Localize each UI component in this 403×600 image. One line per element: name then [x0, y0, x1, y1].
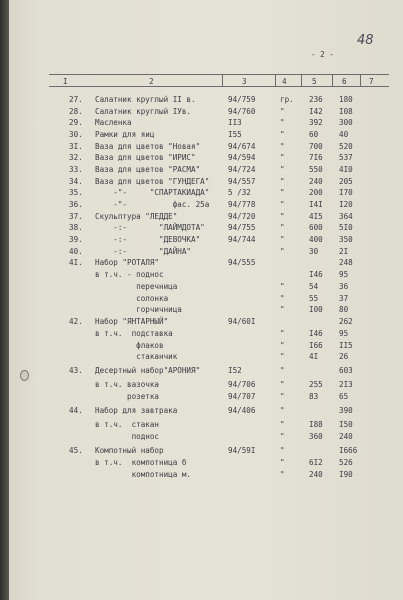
- cell-c6: 95: [339, 329, 349, 338]
- cell-art: 94/744: [228, 235, 256, 244]
- cell-no: 28.: [69, 107, 83, 116]
- cell-c6: 248: [339, 258, 353, 267]
- cell-unit: ": [280, 188, 285, 197]
- cell-name: в т.ч. стакан: [95, 420, 160, 429]
- cell-c6: II5: [339, 341, 353, 350]
- cell-c6: 205: [339, 177, 353, 186]
- cell-c5: 400: [309, 235, 323, 244]
- cell-name: -"- "СПАРТАКИАДА": [95, 188, 210, 197]
- cell-unit: ": [280, 458, 285, 467]
- cell-art: 94/555: [228, 258, 256, 267]
- cell-unit: ": [280, 432, 285, 441]
- cell-name: Рамки для яиц: [95, 130, 155, 139]
- cell-no: 38.: [69, 223, 83, 232]
- cell-name: Масленка: [95, 118, 132, 127]
- cell-name: Ваза для цветов "Новая": [95, 142, 201, 151]
- document-sheet: [9, 0, 403, 600]
- cell-c5: 240: [309, 470, 323, 479]
- cell-no: 37.: [69, 212, 83, 221]
- table-top-rule: [49, 74, 389, 75]
- cell-c5: I4I: [309, 200, 323, 209]
- cell-c6: 36: [339, 282, 349, 291]
- cell-c6: 2I: [339, 247, 349, 256]
- cell-c6: 390: [339, 406, 353, 415]
- cell-art: 94/60I: [228, 317, 256, 326]
- cell-name: -:- "ДЕВОЧКА": [95, 235, 201, 244]
- column-header: 5: [312, 77, 317, 86]
- cell-no: 39.: [69, 235, 83, 244]
- cell-c6: I50: [339, 420, 353, 429]
- cell-unit: ": [280, 420, 285, 429]
- cell-no: 43.: [69, 366, 83, 375]
- cell-name: горчичница: [95, 305, 182, 314]
- cell-c6: 80: [339, 305, 349, 314]
- cell-no: 36.: [69, 200, 83, 209]
- cell-c5: 83: [309, 392, 319, 401]
- cell-unit: ": [280, 406, 285, 415]
- cell-c5: I88: [309, 420, 323, 429]
- cell-no: 32.: [69, 153, 83, 162]
- cell-c5: 550: [309, 165, 323, 174]
- cell-c5: I00: [309, 305, 323, 314]
- cell-name: Салатник круглый II в.: [95, 95, 196, 104]
- cell-c6: I08: [339, 107, 353, 116]
- cell-unit: ": [280, 130, 285, 139]
- cell-no: 34.: [69, 177, 83, 186]
- cell-name: Ваза для цветов "ИРИС": [95, 153, 196, 162]
- cell-unit: ": [280, 212, 285, 221]
- cell-c6: 2I3: [339, 380, 353, 389]
- cell-c5: I42: [309, 107, 323, 116]
- cell-unit: ": [280, 282, 285, 291]
- cell-unit: ": [280, 392, 285, 401]
- cell-art: 94/755: [228, 223, 256, 232]
- cell-name: поднос: [95, 432, 160, 441]
- cell-c5: 60: [309, 130, 319, 139]
- cell-c6: 262: [339, 317, 353, 326]
- cell-c5: 255: [309, 380, 323, 389]
- cell-name: компотница м.: [95, 470, 192, 479]
- cell-unit: ": [280, 341, 285, 350]
- cell-c6: 364: [339, 212, 353, 221]
- cell-no: 27.: [69, 95, 83, 104]
- cell-c5: 55: [309, 294, 319, 303]
- column-header: I: [63, 77, 68, 86]
- folio-number: 48: [357, 33, 374, 48]
- cell-no: 42.: [69, 317, 83, 326]
- cell-unit: ": [280, 305, 285, 314]
- cell-no: 44.: [69, 406, 83, 415]
- cell-name: Ваза для цветов "РАСМА": [95, 165, 201, 174]
- cell-c5: I66: [309, 341, 323, 350]
- cell-unit: ": [280, 153, 285, 162]
- cell-name: -:- "ДАЙНА": [95, 247, 192, 256]
- cell-c5: 700: [309, 142, 323, 151]
- cell-name: стаканчик: [95, 352, 178, 361]
- cell-name: солонка: [95, 294, 169, 303]
- column-header: 7: [369, 77, 374, 86]
- cell-name: розетка: [95, 392, 160, 401]
- cell-unit: ": [280, 446, 285, 455]
- cell-art: II3: [228, 118, 242, 127]
- header-bottom-rule: [49, 86, 389, 87]
- cell-art: 94/706: [228, 380, 256, 389]
- cell-unit: ": [280, 165, 285, 174]
- cell-c6: I20: [339, 200, 353, 209]
- cell-unit: ": [280, 177, 285, 186]
- cell-unit: ": [280, 223, 285, 232]
- cell-art: 94/707: [228, 392, 256, 401]
- cell-no: 4I.: [69, 258, 83, 267]
- cell-unit: ": [280, 107, 285, 116]
- column-divider: [301, 74, 302, 87]
- column-header: 6: [342, 77, 347, 86]
- cell-c6: 526: [339, 458, 353, 467]
- cell-unit: ": [280, 294, 285, 303]
- cell-c6: 26: [339, 352, 349, 361]
- cell-art: 94/724: [228, 165, 256, 174]
- cell-c5: 4I5: [309, 212, 323, 221]
- cell-unit: ": [280, 366, 285, 375]
- binding-edge: [0, 0, 9, 600]
- cell-name: Скульптура "ЛЕДДЕ": [95, 212, 178, 221]
- cell-name: флаков: [95, 341, 164, 350]
- cell-name: Десертный набор"АРОНИЯ": [95, 366, 201, 375]
- cell-c5: 200: [309, 188, 323, 197]
- column-divider: [222, 74, 223, 87]
- cell-c6: 603: [339, 366, 353, 375]
- cell-name: перечница: [95, 282, 178, 291]
- cell-art: 94/406: [228, 406, 256, 415]
- cell-c5: 360: [309, 432, 323, 441]
- cell-name: Набор "ЯНТАРНЫЙ": [95, 317, 169, 326]
- column-header: 3: [242, 77, 247, 86]
- cell-c6: 95: [339, 270, 349, 279]
- cell-c6: 40: [339, 130, 349, 139]
- cell-art: 94/557: [228, 177, 256, 186]
- cell-c6: 5I0: [339, 223, 353, 232]
- cell-c5: 4I: [309, 352, 319, 361]
- cell-c6: 37: [339, 294, 349, 303]
- cell-no: 30.: [69, 130, 83, 139]
- cell-unit: ": [280, 329, 285, 338]
- cell-c6: 65: [339, 392, 349, 401]
- cell-name: Салатник круглый IУв.: [95, 107, 192, 116]
- cell-unit: ": [280, 142, 285, 151]
- cell-art: 94/720: [228, 212, 256, 221]
- cell-c6: I70: [339, 188, 353, 197]
- cell-name: в т.ч. компотница б: [95, 458, 187, 467]
- cell-name: в т.ч. - поднос: [95, 270, 164, 279]
- cell-no: 35.: [69, 188, 83, 197]
- cell-c6: 4I0: [339, 165, 353, 174]
- cell-unit: ": [280, 118, 285, 127]
- cell-c5: 236: [309, 95, 323, 104]
- column-divider: [332, 74, 333, 87]
- cell-c6: 180: [339, 95, 353, 104]
- cell-art: I52: [228, 366, 242, 375]
- cell-art: 94/674: [228, 142, 256, 151]
- cell-art: 5 /32: [228, 188, 251, 197]
- cell-c5: 54: [309, 282, 319, 291]
- cell-art: 94/59I: [228, 446, 256, 455]
- cell-name: -:- "ЛАЙМДОТА": [95, 223, 205, 232]
- page-number: - 2 -: [311, 50, 334, 59]
- cell-no: 40.: [69, 247, 83, 256]
- cell-art: 94/594: [228, 153, 256, 162]
- cell-name: Компотный набор: [95, 446, 164, 455]
- cell-unit: гр.: [280, 95, 294, 104]
- cell-c5: 240: [309, 177, 323, 186]
- cell-unit: ": [280, 235, 285, 244]
- cell-c5: 6I2: [309, 458, 323, 467]
- column-header: 2: [149, 77, 154, 86]
- cell-name: Набор для завтрака: [95, 406, 178, 415]
- cell-c5: I46: [309, 329, 323, 338]
- column-divider: [275, 74, 276, 87]
- cell-art: 94/760: [228, 107, 256, 116]
- cell-name: Ваза для цветов "ГУНДЕГА": [95, 177, 210, 186]
- cell-c6: 240: [339, 432, 353, 441]
- cell-no: 29.: [69, 118, 83, 127]
- cell-c6: 537: [339, 153, 353, 162]
- cell-unit: ": [280, 247, 285, 256]
- cell-c6: 520: [339, 142, 353, 151]
- cell-c6: I666: [339, 446, 358, 455]
- cell-no: 33.: [69, 165, 83, 174]
- cell-unit: ": [280, 352, 285, 361]
- column-divider: [360, 74, 361, 87]
- cell-unit: ": [280, 200, 285, 209]
- cell-art: 94/759: [228, 95, 256, 104]
- cell-name: в т.ч. подставка: [95, 329, 173, 338]
- cell-c5: I46: [309, 270, 323, 279]
- punch-hole: [20, 370, 29, 381]
- cell-unit: ": [280, 470, 285, 479]
- cell-c6: 300: [339, 118, 353, 127]
- cell-c5: 600: [309, 223, 323, 232]
- cell-unit: ": [280, 380, 285, 389]
- cell-c6: 350: [339, 235, 353, 244]
- cell-c5: 7I6: [309, 153, 323, 162]
- column-header: 4: [282, 77, 287, 86]
- cell-name: в т.ч. вазочка: [95, 380, 160, 389]
- cell-name: -"- фас. 25а: [95, 200, 210, 209]
- cell-art: 94/778: [228, 200, 256, 209]
- cell-c5: 30: [309, 247, 319, 256]
- cell-c5: 392: [309, 118, 323, 127]
- cell-art: I55: [228, 130, 242, 139]
- cell-c6: I90: [339, 470, 353, 479]
- cell-no: 3I.: [69, 142, 83, 151]
- cell-no: 45.: [69, 446, 83, 455]
- cell-name: Набор "РОТАЛЯ": [95, 258, 160, 267]
